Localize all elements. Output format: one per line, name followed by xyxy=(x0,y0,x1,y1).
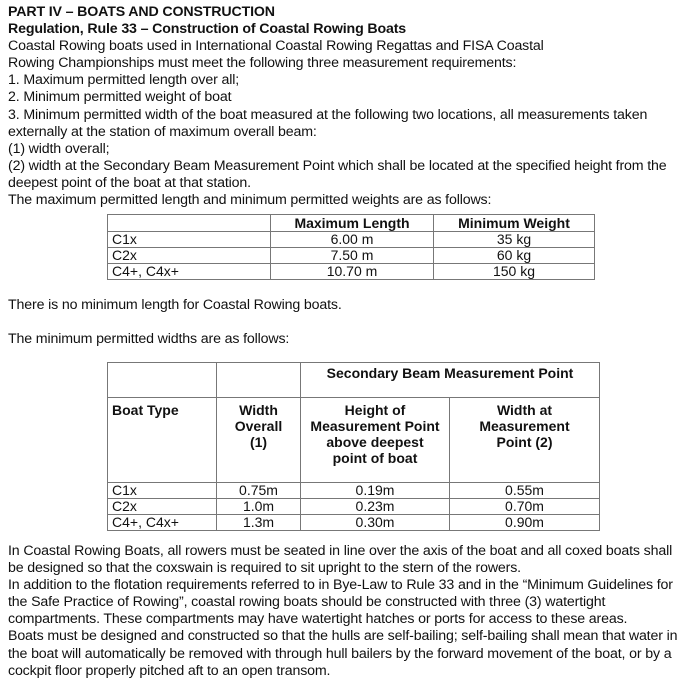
table-header-cell: Minimum Weight xyxy=(434,215,595,232)
requirement-item: externally at the station of maximum overall beam: xyxy=(8,123,317,140)
boat-type-cell: C1x xyxy=(108,232,271,248)
header-line: Overall xyxy=(234,418,283,434)
sub-requirement-item: (2) width at the Secondary Beam Measurement Point which shall be located at the specified height from the xyxy=(8,157,667,174)
intro-line: Coastal Rowing boats used in International Coastal Rowing Regattas and FISA Coastal xyxy=(8,38,544,55)
height-measurement-header xyxy=(301,398,450,483)
boat-type-cell: C2x xyxy=(108,248,271,264)
table-header-cell xyxy=(108,215,271,232)
table-row xyxy=(108,499,600,515)
header-line: point of boat xyxy=(332,450,418,466)
requirement-item: 2. Minimum permitted weight of boat xyxy=(8,89,232,106)
width-overall-cell: 1.0m xyxy=(217,499,301,515)
widths-intro: The minimum permitted widths are as follows: xyxy=(8,331,290,347)
widths-table xyxy=(107,362,600,531)
document-body xyxy=(8,4,698,209)
width-overall-cell: 0.75m xyxy=(217,483,301,499)
width-at-point-cell: 0.55m xyxy=(450,483,600,499)
boat-type-cell: C4+, C4x+ xyxy=(108,264,271,280)
rule-subheading: Regulation, Rule 33 – Construction of Coastal Rowing Boats xyxy=(8,21,407,38)
header-line: (1) xyxy=(249,434,268,450)
header-line: Measurement xyxy=(479,418,570,434)
closing-line: compartments. These compartments may have watertight hatches or ports for access to these areas. xyxy=(8,611,628,628)
requirement-item: 1. Maximum permitted length over all; xyxy=(8,72,240,89)
max-length-cell: 6.00 m xyxy=(271,232,434,248)
table-row xyxy=(108,264,595,280)
header-line: Width xyxy=(239,402,278,418)
part-heading: PART IV – BOATS AND CONSTRUCTION xyxy=(8,4,275,20)
table-row xyxy=(108,232,595,248)
length-weight-table xyxy=(107,214,595,280)
closing-line: Boats must be designed and constructed so that the hulls are self-bailing; self-bailing shall mean that water in xyxy=(8,628,678,645)
closing-line: the boat will automatically be removed with through hull bailers by the forward movement of the boat, or by a xyxy=(8,645,672,662)
closing-line: the Safe Practice of Rowing”, coastal rowing boats should be constructed with three (3) watertight xyxy=(8,594,606,611)
table-header-cell: Maximum Length xyxy=(271,215,434,232)
max-length-cell: 10.70 m xyxy=(271,264,434,280)
closing-line: be designed so that the coxswain is required to sit upright to the stern of the rowers. xyxy=(8,560,521,577)
boat-type-cell: C4+, C4x+ xyxy=(108,515,217,531)
closing-line: In addition to the flotation requirements referred to in Bye-Law to Rule 33 and in the “Minimum Guidelines for xyxy=(8,577,673,594)
height-cell: 0.30m xyxy=(301,515,450,531)
table-header-cell xyxy=(217,363,301,398)
height-cell: 0.23m xyxy=(301,499,450,515)
table-intro: The maximum permitted length and minimum permitted weights are as follows: xyxy=(8,192,492,209)
min-weight-cell: 35 kg xyxy=(434,232,595,248)
header-line: Point (2) xyxy=(496,434,553,450)
header-line: above deepest xyxy=(326,434,424,450)
width-at-point-cell: 0.70m xyxy=(450,499,600,515)
table-row xyxy=(108,515,600,531)
sub-requirement-item: (1) width overall; xyxy=(8,140,110,157)
width-at-point-cell: 0.90m xyxy=(450,515,600,531)
table-row xyxy=(108,483,600,499)
width-overall-cell: 1.3m xyxy=(217,515,301,531)
closing-line: cockpit floor properly pitched aft to an open transom. xyxy=(8,662,331,679)
table-group-header-row xyxy=(108,363,600,398)
requirement-item: 3. Minimum permitted width of the boat measured at the following two locations, all measurements taken xyxy=(8,106,648,123)
min-weight-cell: 150 kg xyxy=(434,264,595,280)
boat-type-cell: C1x xyxy=(108,483,217,499)
no-min-length-note: There is no minimum length for Coastal Rowing boats. xyxy=(8,297,342,313)
secondary-beam-group-header: Secondary Beam Measurement Point xyxy=(301,363,600,398)
table-header-row xyxy=(108,398,600,483)
boat-type-header: Boat Type xyxy=(108,398,217,483)
min-weight-cell: 60 kg xyxy=(434,248,595,264)
header-line: Measurement Point xyxy=(310,418,440,434)
width-overall-header xyxy=(217,398,301,483)
width-at-measurement-header xyxy=(450,398,600,483)
closing-line: In Coastal Rowing Boats, all rowers must be seated in line over the axis of the boat and all coxed boats shall xyxy=(8,543,673,559)
sub-requirement-item: deepest point of the boat at that station. xyxy=(8,174,251,191)
table-row xyxy=(108,248,595,264)
header-line: Height of xyxy=(344,402,406,418)
height-cell: 0.19m xyxy=(301,483,450,499)
table-header-cell xyxy=(108,363,217,398)
boat-type-cell: C2x xyxy=(108,499,217,515)
intro-line: Rowing Championships must meet the following three measurement requirements: xyxy=(8,55,517,72)
table-header-row xyxy=(108,215,595,232)
closing-paragraphs xyxy=(8,543,698,680)
max-length-cell: 7.50 m xyxy=(271,248,434,264)
header-line: Width at xyxy=(496,402,553,418)
